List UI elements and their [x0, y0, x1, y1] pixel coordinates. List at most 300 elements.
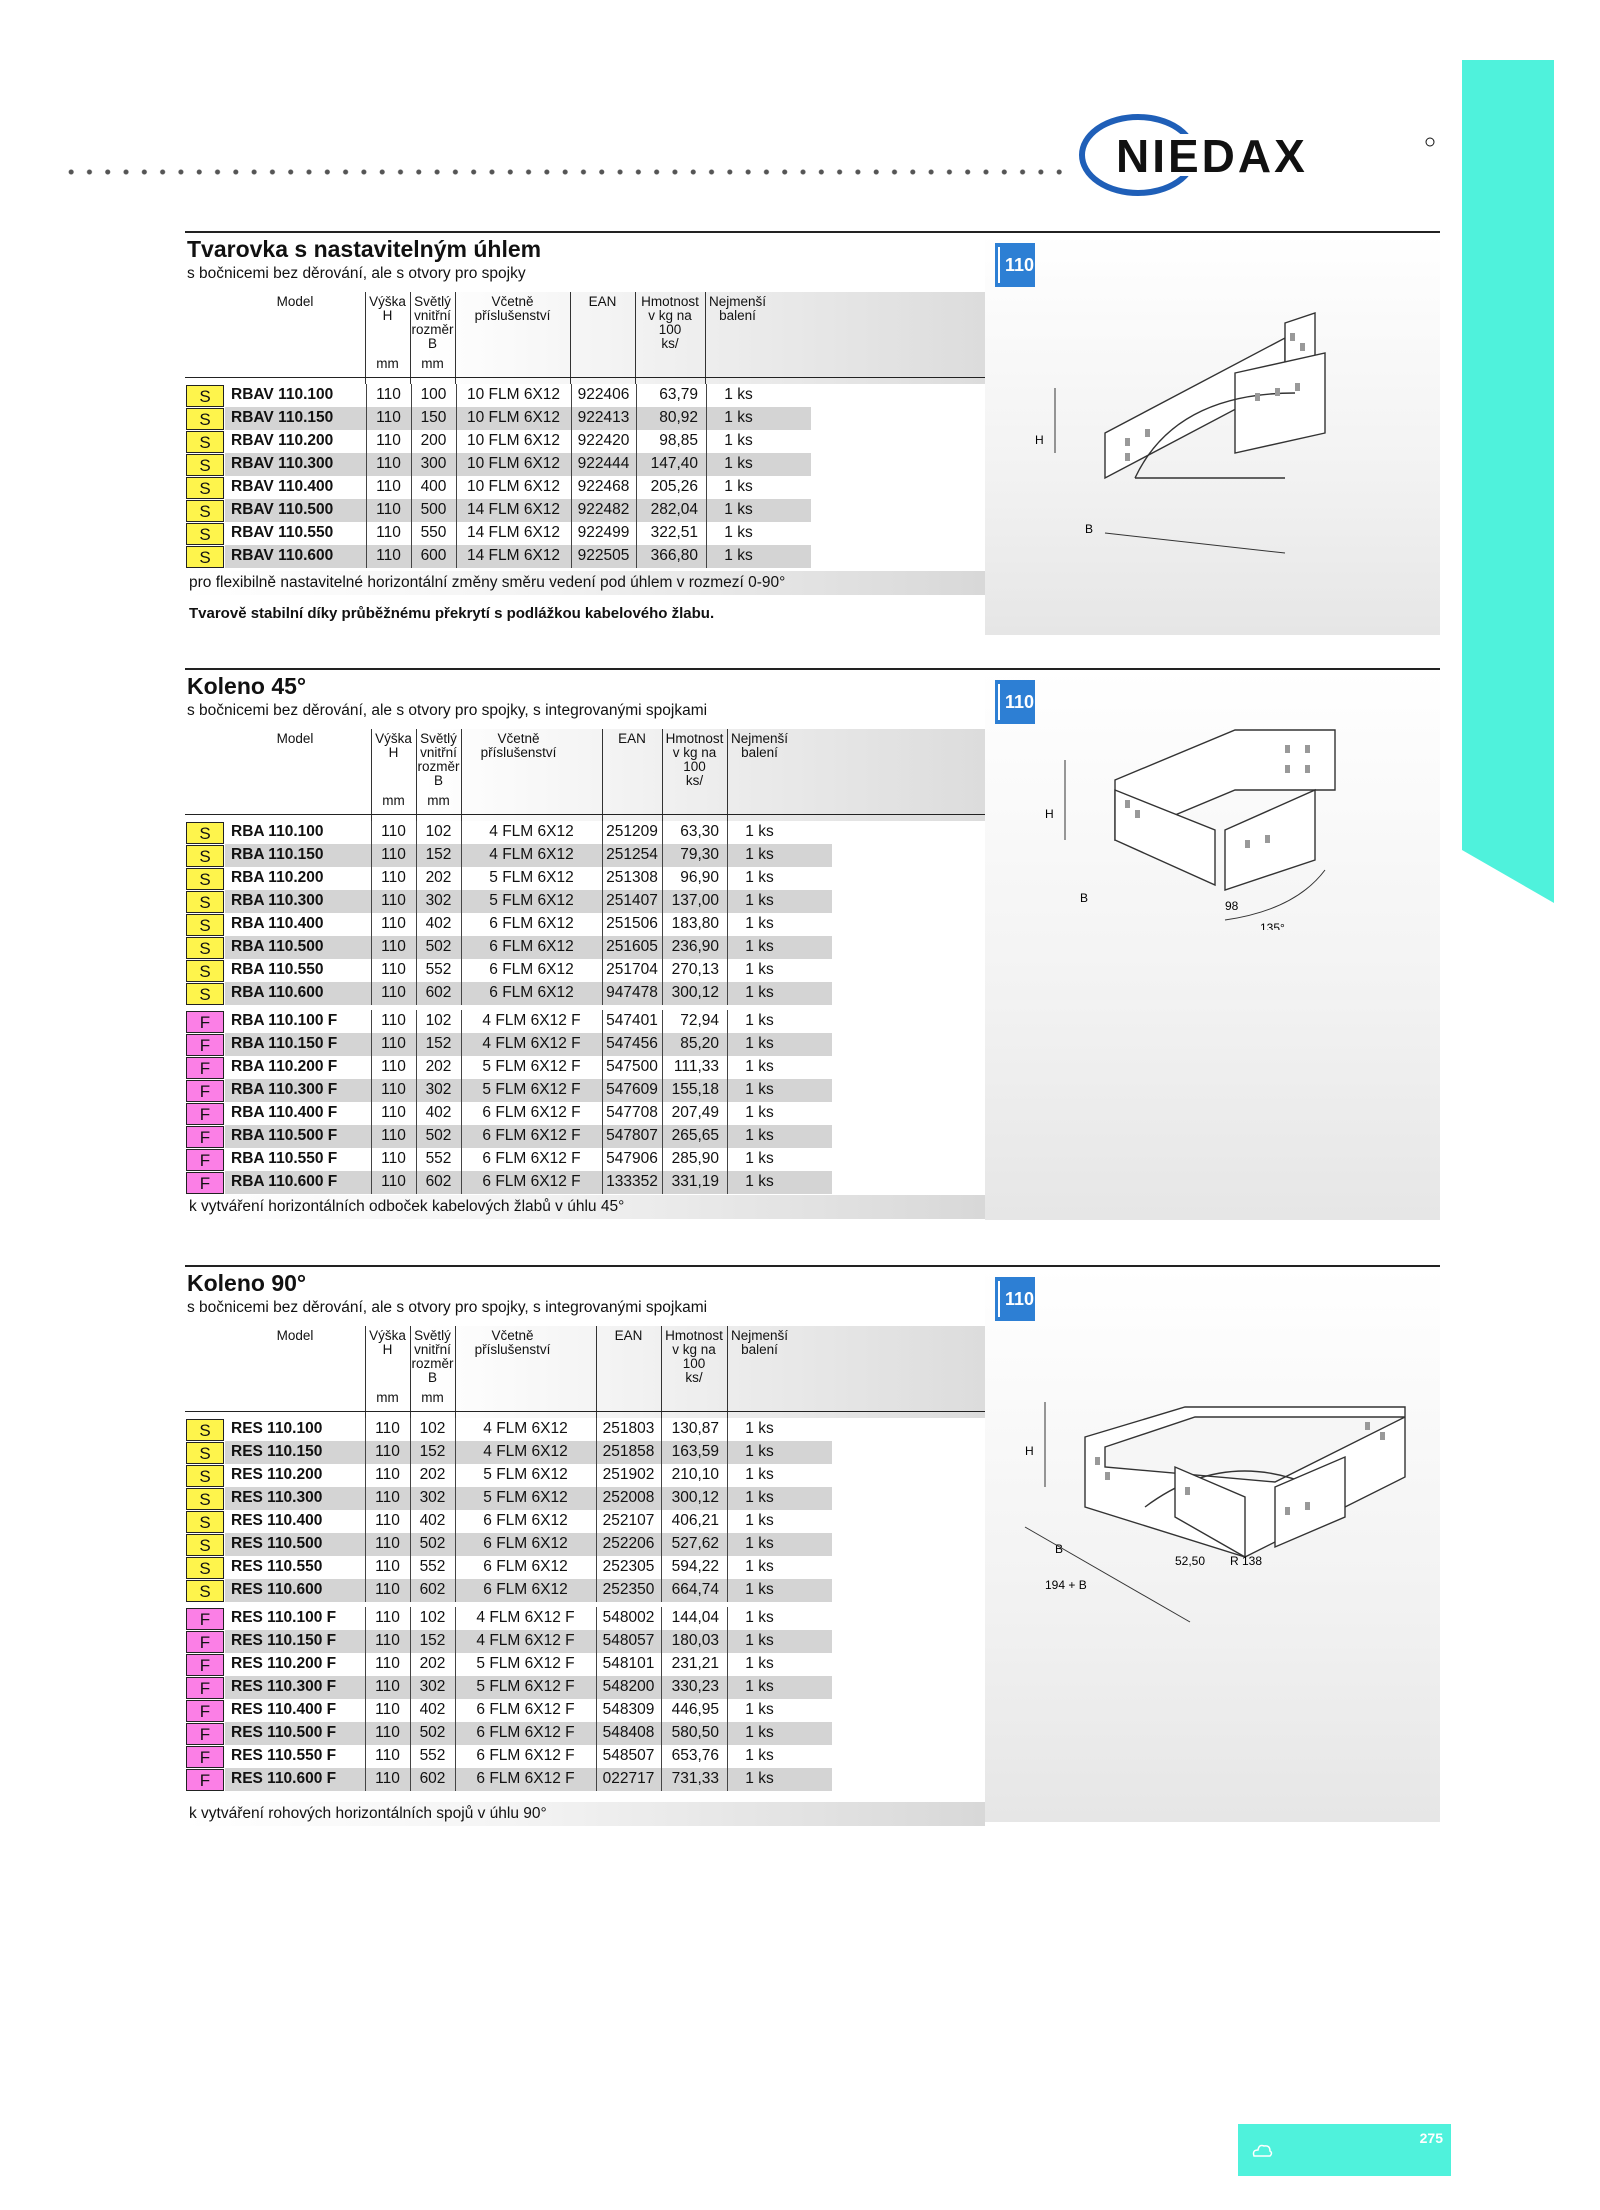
cell-separator — [461, 1148, 462, 1171]
cell-acc: 6 FLM 6X12 F — [476, 1747, 575, 1764]
cell-h: 110 — [376, 455, 401, 472]
cell-separator — [461, 1102, 462, 1125]
cell-pack: 1 ks — [745, 1724, 774, 1741]
cell-kg: 270,13 — [671, 961, 719, 978]
col-vyska — [365, 1329, 410, 1357]
cell-b: 602 — [419, 1581, 446, 1598]
cell-b: 500 — [420, 501, 447, 518]
cell-b: 302 — [425, 892, 452, 909]
cell-separator — [596, 1768, 597, 1791]
cell-acc: 5 FLM 6X12 — [489, 892, 574, 909]
table-row — [185, 1653, 792, 1676]
cell-kg: 446,95 — [671, 1701, 719, 1718]
table-row — [185, 913, 792, 936]
cell-separator — [366, 476, 367, 499]
section-title: Koleno 90° — [187, 1270, 307, 1296]
cell-separator — [727, 1630, 728, 1653]
cell-model: RES 110.600 — [231, 1581, 323, 1598]
col-vcetne-l2: příslušenství — [480, 745, 557, 760]
col-hmotnost-l4: ks/ — [685, 1370, 703, 1385]
cell-h: 110 — [381, 915, 406, 932]
cell-b: 202 — [419, 1466, 446, 1483]
cell-separator — [662, 1033, 663, 1056]
col-vyska-l1: Výška — [375, 731, 412, 746]
page-number: 275 — [1419, 2130, 1443, 2146]
cell-separator — [662, 867, 663, 890]
header-rule — [185, 814, 985, 815]
type-badge: S — [186, 1419, 224, 1441]
cell-ean: 947478 — [606, 984, 658, 1001]
product-image-panel — [985, 670, 1440, 1220]
cell-separator — [727, 959, 728, 982]
cell-separator — [661, 1768, 662, 1791]
cell-pack: 1 ks — [745, 1058, 774, 1075]
cell-pack: 1 ks — [745, 892, 774, 909]
cell-separator — [662, 1010, 663, 1033]
cell-separator — [636, 476, 637, 499]
logo-text: NIEDAX — [1116, 130, 1308, 182]
cell-separator — [366, 522, 367, 545]
cell-separator — [727, 982, 728, 1005]
height-arrow-icon — [998, 1281, 1002, 1317]
col-svetly-l3: rozměr — [411, 1356, 454, 1371]
cell-b: 102 — [425, 1012, 452, 1029]
cell-separator — [455, 1464, 456, 1487]
cell-model: RBA 110.300 — [231, 892, 324, 909]
cell-separator — [727, 913, 728, 936]
cell-h: 110 — [376, 386, 401, 403]
cell-separator — [461, 1171, 462, 1194]
cell-separator — [461, 982, 462, 1005]
cell-acc: 6 FLM 6X12 — [489, 938, 574, 955]
cell-separator — [636, 453, 637, 476]
cell-b: 152 — [425, 1035, 452, 1052]
cell-model: RES 110.200 F — [231, 1655, 337, 1672]
cell-separator — [455, 1630, 456, 1653]
cell-separator — [461, 844, 462, 867]
cell-h: 110 — [375, 1678, 400, 1695]
cell-separator — [661, 1510, 662, 1533]
cell-model: RBAV 110.400 — [231, 478, 334, 495]
cell-acc: 5 FLM 6X12 F — [476, 1655, 575, 1672]
col-vcetne-l1: Včetně — [491, 294, 534, 309]
cell-separator — [596, 1510, 597, 1533]
cell-b: 302 — [419, 1678, 446, 1695]
table-row — [185, 545, 771, 568]
cell-acc: 4 FLM 6X12 F — [476, 1609, 575, 1626]
cell-separator — [455, 1699, 456, 1722]
type-badge: F — [186, 1677, 224, 1699]
type-badge: F — [186, 1011, 224, 1033]
cell-h: 110 — [381, 1035, 406, 1052]
cell-model: RBAV 110.200 — [231, 432, 334, 449]
cloud-icon — [1250, 2138, 1274, 2162]
cell-model: RBA 110.200 F — [231, 1058, 338, 1075]
cell-model: RBA 110.150 — [231, 846, 324, 863]
cell-separator — [366, 453, 367, 476]
cell-pack: 1 ks — [745, 1035, 774, 1052]
cell-b: 552 — [419, 1558, 446, 1575]
cell-separator — [410, 1556, 411, 1579]
cell-acc: 5 FLM 6X12 F — [476, 1678, 575, 1695]
cell-model: RES 110.500 — [231, 1535, 323, 1552]
cell-h: 110 — [381, 1058, 406, 1075]
cell-ean: 022717 — [602, 1770, 655, 1787]
cell-kg: 130,87 — [671, 1420, 719, 1437]
cell-acc: 5 FLM 6X12 F — [482, 1081, 581, 1098]
cell-acc: 6 FLM 6X12 F — [476, 1770, 575, 1787]
cell-separator — [727, 1010, 728, 1033]
cell-model: RBAV 110.100 — [231, 386, 334, 403]
cell-b: 202 — [425, 869, 452, 886]
cell-separator — [661, 1464, 662, 1487]
cell-h: 110 — [381, 846, 406, 863]
type-badge: S — [186, 1580, 224, 1602]
cell-separator — [596, 1745, 597, 1768]
cell-separator — [416, 959, 417, 982]
cell-pack: 1 ks — [745, 938, 774, 955]
col-ean: EAN — [588, 294, 617, 309]
cell-separator — [636, 384, 637, 407]
col-hmotnost-l4: ks/ — [685, 773, 704, 788]
cell-pack: 1 ks — [745, 1173, 774, 1190]
cell-acc: 10 FLM 6X12 — [466, 409, 561, 426]
col-vyska-l2: H — [382, 308, 393, 323]
cell-kg: 111,33 — [673, 1058, 719, 1075]
table-row — [185, 1579, 792, 1602]
cell-separator — [455, 1745, 456, 1768]
cell-separator — [662, 1148, 663, 1171]
height-badge — [995, 243, 1035, 287]
cell-separator — [727, 1033, 728, 1056]
cell-separator — [727, 1418, 728, 1441]
cell-separator — [456, 545, 457, 568]
cell-h: 110 — [381, 1150, 406, 1167]
cell-model: RBA 110.550 — [231, 961, 324, 978]
cell-separator — [365, 1487, 366, 1510]
cell-h: 110 — [381, 984, 406, 1001]
dim-label-h: H — [1045, 807, 1054, 821]
cell-separator — [456, 476, 457, 499]
cell-separator — [602, 1125, 603, 1148]
cell-acc: 6 FLM 6X12 F — [476, 1701, 575, 1718]
col-vyska-l2: H — [388, 745, 399, 760]
cell-separator — [455, 1722, 456, 1745]
table-row — [185, 1745, 792, 1768]
cell-acc: 4 FLM 6X12 — [489, 823, 574, 840]
section-note-bold: Tvarově stabilní díky průběžnému překrytí s podlážkou kabelového žlabu. — [189, 605, 715, 622]
cell-separator — [636, 545, 637, 568]
cell-separator — [661, 1579, 662, 1602]
cell-separator — [410, 1676, 411, 1699]
cell-pack: 1 ks — [745, 1747, 774, 1764]
table-row — [185, 1418, 792, 1441]
cell-separator — [410, 1630, 411, 1653]
cell-separator — [411, 522, 412, 545]
cell-separator — [661, 1722, 662, 1745]
badge-label: 110 — [1005, 1288, 1035, 1309]
type-badge: S — [186, 1557, 224, 1579]
cell-model: RBAV 110.500 — [231, 501, 334, 518]
cell-ean: 922420 — [577, 432, 630, 449]
cell-separator — [602, 982, 603, 1005]
cell-separator — [662, 1056, 663, 1079]
cell-separator — [455, 1556, 456, 1579]
cell-b: 402 — [419, 1512, 446, 1529]
col-hmotnost-l4: ks/ — [661, 336, 679, 351]
cell-separator — [661, 1630, 662, 1653]
cell-separator — [727, 1171, 728, 1194]
cell-acc: 4 FLM 6X12 F — [482, 1012, 581, 1029]
col-nejmensi-l2: balení — [741, 745, 778, 760]
cell-separator — [602, 890, 603, 913]
cell-separator — [461, 1056, 462, 1079]
cell-model: RBA 110.150 F — [231, 1035, 338, 1052]
cell-h: 110 — [376, 409, 401, 426]
cell-separator — [706, 407, 707, 430]
cell-separator — [727, 890, 728, 913]
cell-separator — [661, 1699, 662, 1722]
cell-ean: 922482 — [577, 501, 630, 518]
cell-pack: 1 ks — [745, 1581, 774, 1598]
cell-kg: 265,65 — [671, 1127, 719, 1144]
table-header — [185, 729, 985, 821]
col-vyska-l1: Výška — [369, 294, 406, 309]
cell-model: RBAV 110.150 — [231, 409, 334, 426]
cell-ean: 922413 — [577, 409, 630, 426]
cell-h: 110 — [381, 1173, 406, 1190]
type-badge: F — [186, 1769, 224, 1791]
cell-kg: 664,74 — [671, 1581, 719, 1598]
cell-separator — [416, 890, 417, 913]
cell-ean: 547456 — [606, 1035, 658, 1052]
table-row — [185, 1768, 792, 1791]
cell-separator — [416, 913, 417, 936]
col-svetly-l4: B — [427, 1370, 437, 1385]
cell-separator — [456, 453, 457, 476]
table-row — [185, 867, 792, 890]
cell-pack: 1 ks — [745, 1150, 774, 1167]
cell-b: 402 — [419, 1701, 446, 1718]
cell-kg: 285,90 — [671, 1150, 719, 1167]
cell-separator — [410, 1653, 411, 1676]
cell-separator — [365, 1556, 366, 1579]
cell-b: 402 — [425, 1104, 452, 1121]
cell-separator — [571, 476, 572, 499]
cell-separator — [371, 1079, 372, 1102]
cell-pack: 1 ks — [724, 409, 753, 426]
col-vcetne — [455, 295, 570, 323]
cell-kg: 300,12 — [671, 1489, 719, 1506]
cell-ean: 548057 — [602, 1632, 655, 1649]
cell-model: RES 110.100 F — [231, 1609, 337, 1626]
col-vcetne-l2: příslušenství — [474, 1342, 551, 1357]
cell-kg: 653,76 — [671, 1747, 719, 1764]
cell-b: 402 — [425, 915, 452, 932]
cell-separator — [596, 1699, 597, 1722]
cell-kg: 72,94 — [680, 1012, 719, 1029]
table-row — [185, 844, 792, 867]
cell-model: RBA 110.100 — [231, 823, 324, 840]
cell-separator — [596, 1418, 597, 1441]
cell-acc: 6 FLM 6X12 — [483, 1535, 568, 1552]
cell-separator — [455, 1510, 456, 1533]
cell-acc: 6 FLM 6X12 F — [482, 1150, 581, 1167]
table-row — [185, 453, 771, 476]
dotted-divider — [62, 169, 1072, 175]
dim-label-b: B — [1055, 1542, 1064, 1556]
cell-separator — [461, 936, 462, 959]
cell-separator — [411, 545, 412, 568]
cell-separator — [411, 499, 412, 522]
cell-acc: 6 FLM 6X12 F — [482, 1127, 581, 1144]
cell-separator — [410, 1768, 411, 1791]
cell-kg: 330,23 — [671, 1678, 719, 1695]
cell-b: 602 — [425, 984, 452, 1001]
table-row — [185, 1171, 792, 1194]
header-rule — [185, 1411, 985, 1412]
col-model: Model — [276, 294, 314, 309]
col-nejmensi-l1: Nejmenší — [708, 294, 767, 309]
dim-label-98: 98 — [1225, 899, 1239, 913]
table-row — [185, 1033, 792, 1056]
cell-separator — [727, 1510, 728, 1533]
table-row — [185, 1056, 792, 1079]
type-badge: F — [186, 1149, 224, 1171]
col-hmotnost-l2: v kg na — [672, 745, 717, 760]
cell-separator — [727, 1653, 728, 1676]
type-badge: S — [186, 523, 224, 545]
table-row — [185, 890, 792, 913]
table-row — [185, 982, 792, 1005]
cell-b: 602 — [425, 1173, 452, 1190]
cell-b: 550 — [420, 524, 447, 541]
cell-separator — [456, 522, 457, 545]
cell-pack: 1 ks — [745, 869, 774, 886]
cell-separator — [596, 1676, 597, 1699]
niedax-logo — [1078, 112, 1438, 198]
cell-separator — [461, 913, 462, 936]
cell-separator — [727, 1745, 728, 1768]
cell-acc: 6 FLM 6X12 — [483, 1581, 568, 1598]
cell-separator — [706, 522, 707, 545]
cell-acc: 4 FLM 6X12 F — [476, 1632, 575, 1649]
col-hmotnost-l1: Hmotnost — [641, 294, 699, 309]
badge-label: 110 — [1005, 254, 1035, 275]
table-row — [185, 430, 771, 453]
type-badge: S — [186, 1465, 224, 1487]
col-nejmensi — [727, 732, 792, 760]
cell-ean: 922499 — [577, 524, 630, 541]
cell-separator — [727, 867, 728, 890]
cell-b: 152 — [419, 1443, 446, 1460]
cell-separator — [727, 844, 728, 867]
cell-acc: 6 FLM 6X12 F — [482, 1173, 581, 1190]
unit-b: mm — [427, 793, 450, 808]
cell-separator — [727, 1699, 728, 1722]
cell-separator — [602, 1056, 603, 1079]
table-row — [185, 1441, 792, 1464]
col-vyska — [365, 295, 410, 323]
cell-acc: 5 FLM 6X12 F — [482, 1058, 581, 1075]
cell-separator — [455, 1676, 456, 1699]
product-drawing-90 — [985, 1267, 1440, 1647]
table-row — [185, 1699, 792, 1722]
cell-separator — [366, 384, 367, 407]
cell-ean: 548408 — [602, 1724, 655, 1741]
cell-pack: 1 ks — [745, 1609, 774, 1626]
cell-ean: 251902 — [602, 1466, 655, 1483]
cell-pack: 1 ks — [724, 547, 753, 564]
section-subtitle: s bočnicemi bez děrování, ale s otvory pro spojky — [187, 265, 526, 282]
cell-pack: 1 ks — [745, 1443, 774, 1460]
cell-b: 552 — [425, 1150, 452, 1167]
cell-separator — [727, 1464, 728, 1487]
cell-separator — [662, 821, 663, 844]
col-nejmensi — [727, 1329, 792, 1357]
col-hmotnost-l3: 100 — [683, 759, 706, 774]
col-vcetne-l2: příslušenství — [474, 308, 551, 323]
cell-b: 152 — [425, 846, 452, 863]
cell-separator — [365, 1441, 366, 1464]
cell-separator — [636, 407, 637, 430]
cell-separator — [371, 844, 372, 867]
cell-acc: 6 FLM 6X12 — [483, 1558, 568, 1575]
cell-separator — [455, 1768, 456, 1791]
cell-separator — [661, 1533, 662, 1556]
cell-model: RBAV 110.550 — [231, 524, 334, 541]
table-row — [185, 522, 771, 545]
cell-h: 110 — [375, 1724, 400, 1741]
cell-separator — [661, 1676, 662, 1699]
cell-separator — [596, 1556, 597, 1579]
cell-separator — [727, 1533, 728, 1556]
col-model: Model — [276, 731, 314, 746]
cell-b: 100 — [420, 386, 447, 403]
cell-separator — [416, 1033, 417, 1056]
cell-pack: 1 ks — [745, 1104, 774, 1121]
cell-b: 502 — [419, 1724, 446, 1741]
cell-h: 110 — [375, 1466, 400, 1483]
cell-acc: 10 FLM 6X12 — [466, 478, 561, 495]
cell-separator — [456, 384, 457, 407]
type-badge: F — [186, 1057, 224, 1079]
cell-h: 110 — [375, 1420, 400, 1437]
cell-b: 102 — [419, 1609, 446, 1626]
cell-separator — [661, 1653, 662, 1676]
cell-separator — [461, 867, 462, 890]
col-nejmensi — [705, 295, 770, 323]
cell-pack: 1 ks — [745, 1420, 774, 1437]
type-badge: S — [186, 983, 224, 1005]
cell-pack: 1 ks — [745, 1558, 774, 1575]
col-nejmensi-l1: Nejmenší — [730, 731, 789, 746]
cell-kg: 163,59 — [671, 1443, 719, 1460]
cell-separator — [461, 821, 462, 844]
cell-separator — [366, 407, 367, 430]
cell-ean: 547708 — [606, 1104, 658, 1121]
col-svetly-l2: vnitřní — [414, 1342, 451, 1357]
cell-separator — [661, 1441, 662, 1464]
cell-separator — [410, 1745, 411, 1768]
col-svetly-l2: vnitřní — [420, 745, 457, 760]
cell-separator — [416, 1148, 417, 1171]
cell-separator — [571, 545, 572, 568]
table-row — [185, 1630, 792, 1653]
cell-separator — [416, 867, 417, 890]
cell-pack: 1 ks — [724, 501, 753, 518]
cell-separator — [571, 499, 572, 522]
